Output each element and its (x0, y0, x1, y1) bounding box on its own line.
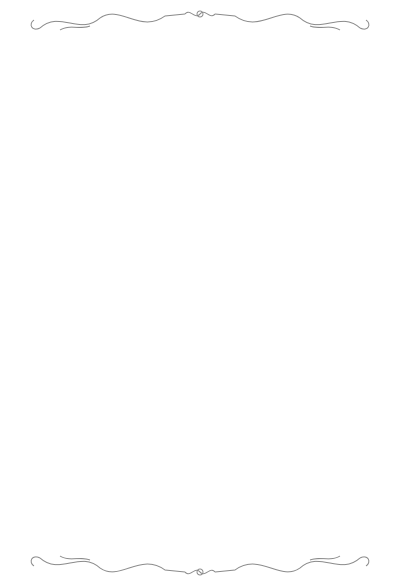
lower-text-column (48, 300, 352, 540)
bottom-ornament-icon (0, 550, 400, 580)
upper-text-column (48, 44, 352, 280)
top-ornament-icon (0, 6, 400, 36)
